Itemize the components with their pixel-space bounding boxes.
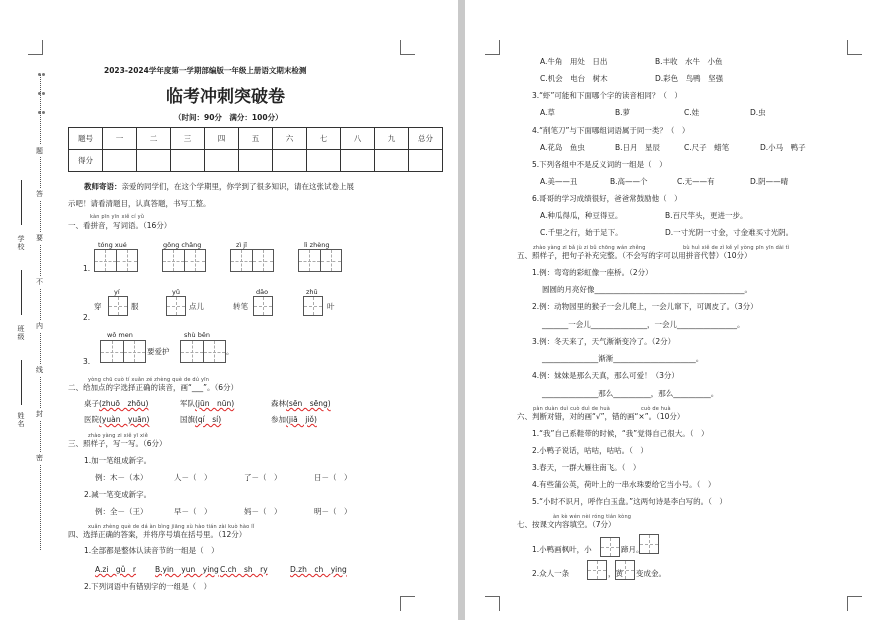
name-label: 姓名 (17, 412, 25, 428)
writing-grid[interactable] (100, 340, 146, 363)
q5-prompt: ，那么 (650, 389, 674, 398)
score-cell: 二 (137, 128, 171, 150)
writing-square[interactable] (166, 296, 186, 316)
q4-option[interactable]: D.一寸光阴一寸金，寸金难买寸光阴。 (665, 228, 794, 237)
q4-option[interactable]: C.无——有 (677, 177, 715, 186)
q5-answer[interactable]: _______________那么__________，那么__________。 (542, 389, 719, 398)
q4-pinyin: xuǎn zhèng què de dá àn bìng jiāng xù hào tián zài kuò hào lǐ (88, 524, 255, 530)
q5-pinyin-2: bù huì xiě de zì kě yǐ yòng pīn yīn dài tì (683, 245, 790, 251)
q2-item[interactable] (180, 415, 221, 425)
teacher-note-text: 亲爱的同学们，在这个学期里，你学到了很多知识，请在这张试卷上展 (121, 182, 354, 191)
writing-grid[interactable] (180, 340, 226, 363)
q1-py: tóng xué (98, 241, 127, 249)
score-table-header-row (69, 128, 443, 150)
q2-word: 参加 (271, 415, 286, 424)
exam-subtitle: （时间：90分 满分：100分） (174, 113, 283, 122)
q4-option-c[interactable]: C.ch sh ry (220, 565, 268, 574)
q5-prompt: 圆圆的月亮好像 (542, 285, 595, 294)
q1-py: lì zhèng (304, 241, 330, 249)
q2-item[interactable] (84, 399, 148, 409)
class-blank (21, 270, 22, 315)
q4-option-d[interactable]: D.zh ch ying (290, 565, 347, 574)
seal-char: 密 (36, 454, 43, 462)
q4-option-a[interactable]: A.zi gǔ r (95, 565, 137, 574)
q5-prompt: 渐渐 (598, 354, 614, 363)
crop-mark (485, 596, 500, 611)
q5-item: 1.例：弯弯的彩虹像一座桥。（2分） (532, 268, 653, 277)
q4-option[interactable]: B.日月 星辰 (615, 143, 661, 152)
q4-option[interactable] (95, 565, 136, 575)
q5-pinyin: zhào yàng zi bǎ jù zi bǔ chōng wán zhěng (533, 245, 646, 251)
crop-mark (400, 40, 415, 55)
q2-word: 军队 (180, 399, 195, 408)
q1-py: yí (114, 288, 120, 296)
class-label: 班级 (17, 325, 25, 341)
q1-text: 转笔 (233, 302, 248, 311)
q4-option[interactable]: C.千里之行，始于足下。 (540, 228, 623, 237)
q4-sub4: 4.“削笔刀”与下面哪组词语属于同一类？（ ） (532, 126, 690, 135)
q3-pinyin: zhào yàng zi xiě yī xiě (88, 433, 149, 439)
q1-text: 服 (131, 302, 139, 311)
q2-options[interactable]: (jiā jiǒ) (286, 415, 317, 424)
q3-example: 例：木－（本） (95, 473, 148, 482)
crop-mark (28, 40, 43, 55)
score-input-cell[interactable] (409, 150, 443, 172)
score-input-cell[interactable] (341, 150, 375, 172)
q1-num: 2. (83, 313, 91, 322)
q7-item: 2.众人一条 (532, 569, 570, 578)
q6-title: 六、判断对错，对的画“√”，错的画“×”。（10分） (517, 412, 685, 421)
score-cell: 总分 (409, 128, 443, 150)
q4-option-b[interactable]: B.yin yun ying (155, 565, 219, 574)
q5-prompt: 那么 (598, 389, 614, 398)
score-input-cell[interactable] (307, 150, 341, 172)
q3-title: 三、照样子，写一写。（6分） (68, 439, 167, 448)
q4-option[interactable]: B.高——个 (610, 177, 648, 186)
q1-text: 要爱护 (147, 347, 170, 356)
q1-py: zì jǐ (236, 241, 247, 249)
q5-item: 2.例：动物园里的猴子一会儿爬上，一会儿窜下，可调皮了。（3分） (532, 302, 758, 311)
q2-word: 医院 (84, 415, 99, 424)
q5-title: 五、照样子，把句子补充完整。（不会写的字可以用拼音代替）（10分） (517, 251, 752, 260)
q4-option[interactable]: A.美——丑 (540, 177, 578, 186)
q6-item[interactable]: 3.春天，一群大雁往南飞。（ ） (532, 463, 641, 472)
seal-char: 线 (36, 366, 43, 374)
q2-options[interactable]: (yuàn yuān) (99, 415, 150, 424)
writing-square[interactable] (587, 560, 607, 580)
writing-grid[interactable] (94, 249, 138, 272)
crop-mark (400, 596, 415, 611)
score-input-cell[interactable] (103, 150, 137, 172)
q4-option[interactable] (290, 565, 347, 575)
q5-item: 4.例：妹妹是那么天真，那么可爱！（3分） (532, 371, 679, 380)
seal-char: 题 (36, 147, 43, 155)
q3-sub1: 1.加一笔组成新字。 (84, 456, 152, 465)
q4-sub2: 2.下列词语中有错别字的一组是（ ） (84, 582, 212, 591)
q6-pinyin-2: cuò de huà (641, 406, 671, 412)
writing-grid[interactable] (162, 249, 206, 272)
seal-char: 封 (36, 410, 43, 418)
seal-char: 不 (36, 278, 43, 286)
q7-item: 变成金。 (636, 569, 666, 578)
q3-blank[interactable]: 妈－（ ） (244, 507, 282, 516)
q3-sub2: 2.减一笔变成新字。 (84, 490, 152, 499)
score-input-cell[interactable] (137, 150, 171, 172)
exam-header: 2023-2024学年度第一学期部编版一年级上册语文期末检测 (104, 66, 307, 75)
q4-option[interactable]: B.萝 (615, 108, 631, 117)
score-cell: 九 (375, 128, 409, 150)
q4-sub3: 3.“虾”可能和下面哪个字的读音相同？（ ） (532, 91, 682, 100)
q4-sub5: 5.下列各组中不是反义词的一组是（ ） (532, 160, 667, 169)
q2-item[interactable] (180, 399, 234, 409)
q1-py: dāo (256, 288, 269, 296)
q2-title: 二、给加点的字选择正确的读音，画“___”。（6分） (68, 383, 239, 392)
score-cell: 八 (341, 128, 375, 150)
q1-num: 3. (83, 357, 91, 366)
period: 。 (226, 347, 234, 356)
writing-square[interactable] (253, 296, 273, 316)
name-blank (21, 360, 22, 405)
q1-py: wǒ men (107, 331, 133, 339)
exam-title: 临考冲刺突破卷 (166, 87, 285, 107)
score-cell: 一 (103, 128, 137, 150)
school-label: 学校 (17, 235, 25, 251)
q4-sub6: 6.哥哥的学习成绩很好，爸爸常鼓励他（ ） (532, 194, 682, 203)
q7-item: ，黄 (608, 569, 623, 578)
score-input-cell[interactable] (273, 150, 307, 172)
teacher-note-label: 教师寄语： (84, 182, 122, 191)
teacher-note-line2: 示吧！请看清题目，认真答题，书写工整。 (68, 199, 211, 208)
seal-char: 答 (36, 190, 43, 198)
crop-mark (485, 40, 500, 55)
seal-char: 内 (36, 322, 43, 330)
score-input-cell[interactable] (171, 150, 205, 172)
q7-item: 蹄月。 (621, 545, 644, 554)
writing-square[interactable] (600, 537, 620, 557)
q4-option[interactable]: B.百尺竿头，更进一步。 (665, 211, 748, 220)
q3-blank[interactable]: 早－（ ） (174, 507, 212, 516)
writing-square[interactable] (108, 296, 128, 316)
score-cell: 题号 (69, 128, 103, 150)
score-cell: 五 (239, 128, 273, 150)
q6-item[interactable]: 5.“小时不识月，呼作白玉盘。”这两句诗是李白写的。（ ） (532, 497, 727, 506)
q6-item[interactable]: 1.“我”自己系鞋带的时候，“我”觉得自己很大。（ ） (532, 429, 709, 438)
writing-square[interactable] (639, 534, 659, 554)
score-row-label: 得分 (69, 150, 103, 172)
q3-blank[interactable]: 日－（ ） (314, 473, 352, 482)
crop-mark (847, 596, 862, 611)
q4-option[interactable]: D.阴——晴 (750, 177, 789, 186)
school-blank (21, 180, 22, 225)
q2-item[interactable] (271, 399, 331, 409)
q5-prompt: 一会儿 (568, 320, 591, 329)
score-cell: 六 (273, 128, 307, 150)
q2-word: 桌子 (84, 399, 99, 408)
score-cell: 四 (205, 128, 239, 150)
score-cell: 七 (307, 128, 341, 150)
q1-num: 1. (83, 264, 91, 273)
writing-square[interactable] (615, 560, 635, 580)
q2-pinyin: yòng chū cuò tí xuǎn zé zhèng què de dú yīn (88, 377, 210, 383)
q2-options[interactable]: (zhuō zhōu) (99, 399, 149, 408)
q4-option[interactable] (220, 565, 268, 575)
writing-grid[interactable] (298, 249, 342, 272)
q6-item[interactable]: 2.小鸭子说话，咕咕，咕咕。（ ） (532, 446, 648, 455)
q1-py: shù bēn (184, 331, 210, 339)
q2-options[interactable]: (sēn sēng) (286, 399, 331, 408)
q4-option[interactable] (155, 565, 219, 575)
q3-blank[interactable]: 人－（ ） (174, 473, 212, 482)
q4-option[interactable]: C.尺子 蜡笔 (684, 143, 730, 152)
q2-item[interactable] (84, 415, 149, 425)
q4-title: 四、选择正确的答案，并将序号填在括号里。（12分） (68, 530, 247, 539)
q3-blank[interactable]: 了－（ ） (244, 473, 282, 482)
q4-option[interactable]: C.娃 (684, 108, 700, 117)
q4-option[interactable]: A.牛角 用处 日出 (540, 57, 608, 66)
q7-pinyin: àn kè wén nèi róng tián kòng (553, 514, 632, 520)
q4-option[interactable]: D.小马 鸭子 (760, 143, 806, 152)
score-table (68, 127, 443, 172)
score-input-cell[interactable] (205, 150, 239, 172)
seal-char: 要 (36, 234, 43, 242)
q6-item[interactable]: 4.有些蒲公英，荷叶上的一串水珠要给它当小号。（ ） (532, 480, 716, 489)
q1-title: 一、看拼音，写词语。（16分） (68, 221, 172, 230)
q2-word: 森林 (271, 399, 286, 408)
exam-page-2 (465, 0, 891, 620)
q4-sub1: 1.全部都是整体认读音节的一组是（ ） (84, 546, 219, 555)
q7-item: 1.小鸭画枫叶，小 (532, 545, 592, 554)
writing-grid[interactable] (230, 249, 274, 272)
q4-option[interactable]: B.丰收 水牛 小鱼 (655, 57, 723, 66)
q1-py: yǔ (172, 288, 180, 296)
q5-prompt: ，一会儿 (647, 320, 677, 329)
q5-answer[interactable]: 圆圆的月亮好像________________________________________。 (542, 285, 752, 294)
q1-pinyin: kàn pīn yīn xiě cí yǔ (90, 214, 145, 220)
q5-answer[interactable]: _______一会儿_______________，一会儿________________。 (542, 320, 745, 329)
q5-item: 3.例：冬天来了，天气渐渐变冷了。（2分） (532, 337, 676, 346)
score-input-cell[interactable] (239, 150, 273, 172)
q4-option[interactable]: A.草 (540, 108, 555, 117)
q6-pinyin: pàn duàn duì cuò duì de huà (533, 406, 611, 412)
q2-options[interactable]: (jūn nūn) (195, 399, 235, 408)
score-cell: 三 (171, 128, 205, 150)
q2-word: 国旗 (180, 415, 195, 424)
q3-example: 例：全－（王） (95, 507, 148, 516)
q1-text: 穿 (94, 302, 102, 311)
score-table-score-row (69, 150, 443, 172)
q4-option[interactable]: A.花岛 鱼虫 (540, 143, 585, 152)
writing-square[interactable] (303, 296, 323, 316)
q3-blank[interactable]: 明－（ ） (314, 507, 352, 516)
teacher-note (84, 182, 354, 192)
q4-option[interactable]: D.彩色 鸟鸭 坚强 (655, 74, 724, 83)
q4-option[interactable]: A.种瓜得瓜，种豆得豆。 (540, 211, 623, 220)
q1-py: zhū (306, 288, 318, 296)
q1-py: gōng chǎng (163, 241, 202, 249)
q1-text: 叶 (327, 302, 335, 311)
q4-option[interactable]: C.机会 电台 树木 (540, 74, 608, 83)
q2-options[interactable]: (qí sí) (195, 415, 222, 424)
crop-mark (847, 40, 862, 55)
q1-text: 点儿 (189, 302, 204, 311)
q4-option[interactable]: D.虫 (750, 108, 766, 117)
q7-title: 七、按课文内容填空。（7分） (517, 520, 616, 529)
score-input-cell[interactable] (375, 150, 409, 172)
q2-item[interactable] (271, 415, 317, 425)
q5-answer[interactable]: _______________渐渐______________________。 (542, 354, 704, 363)
